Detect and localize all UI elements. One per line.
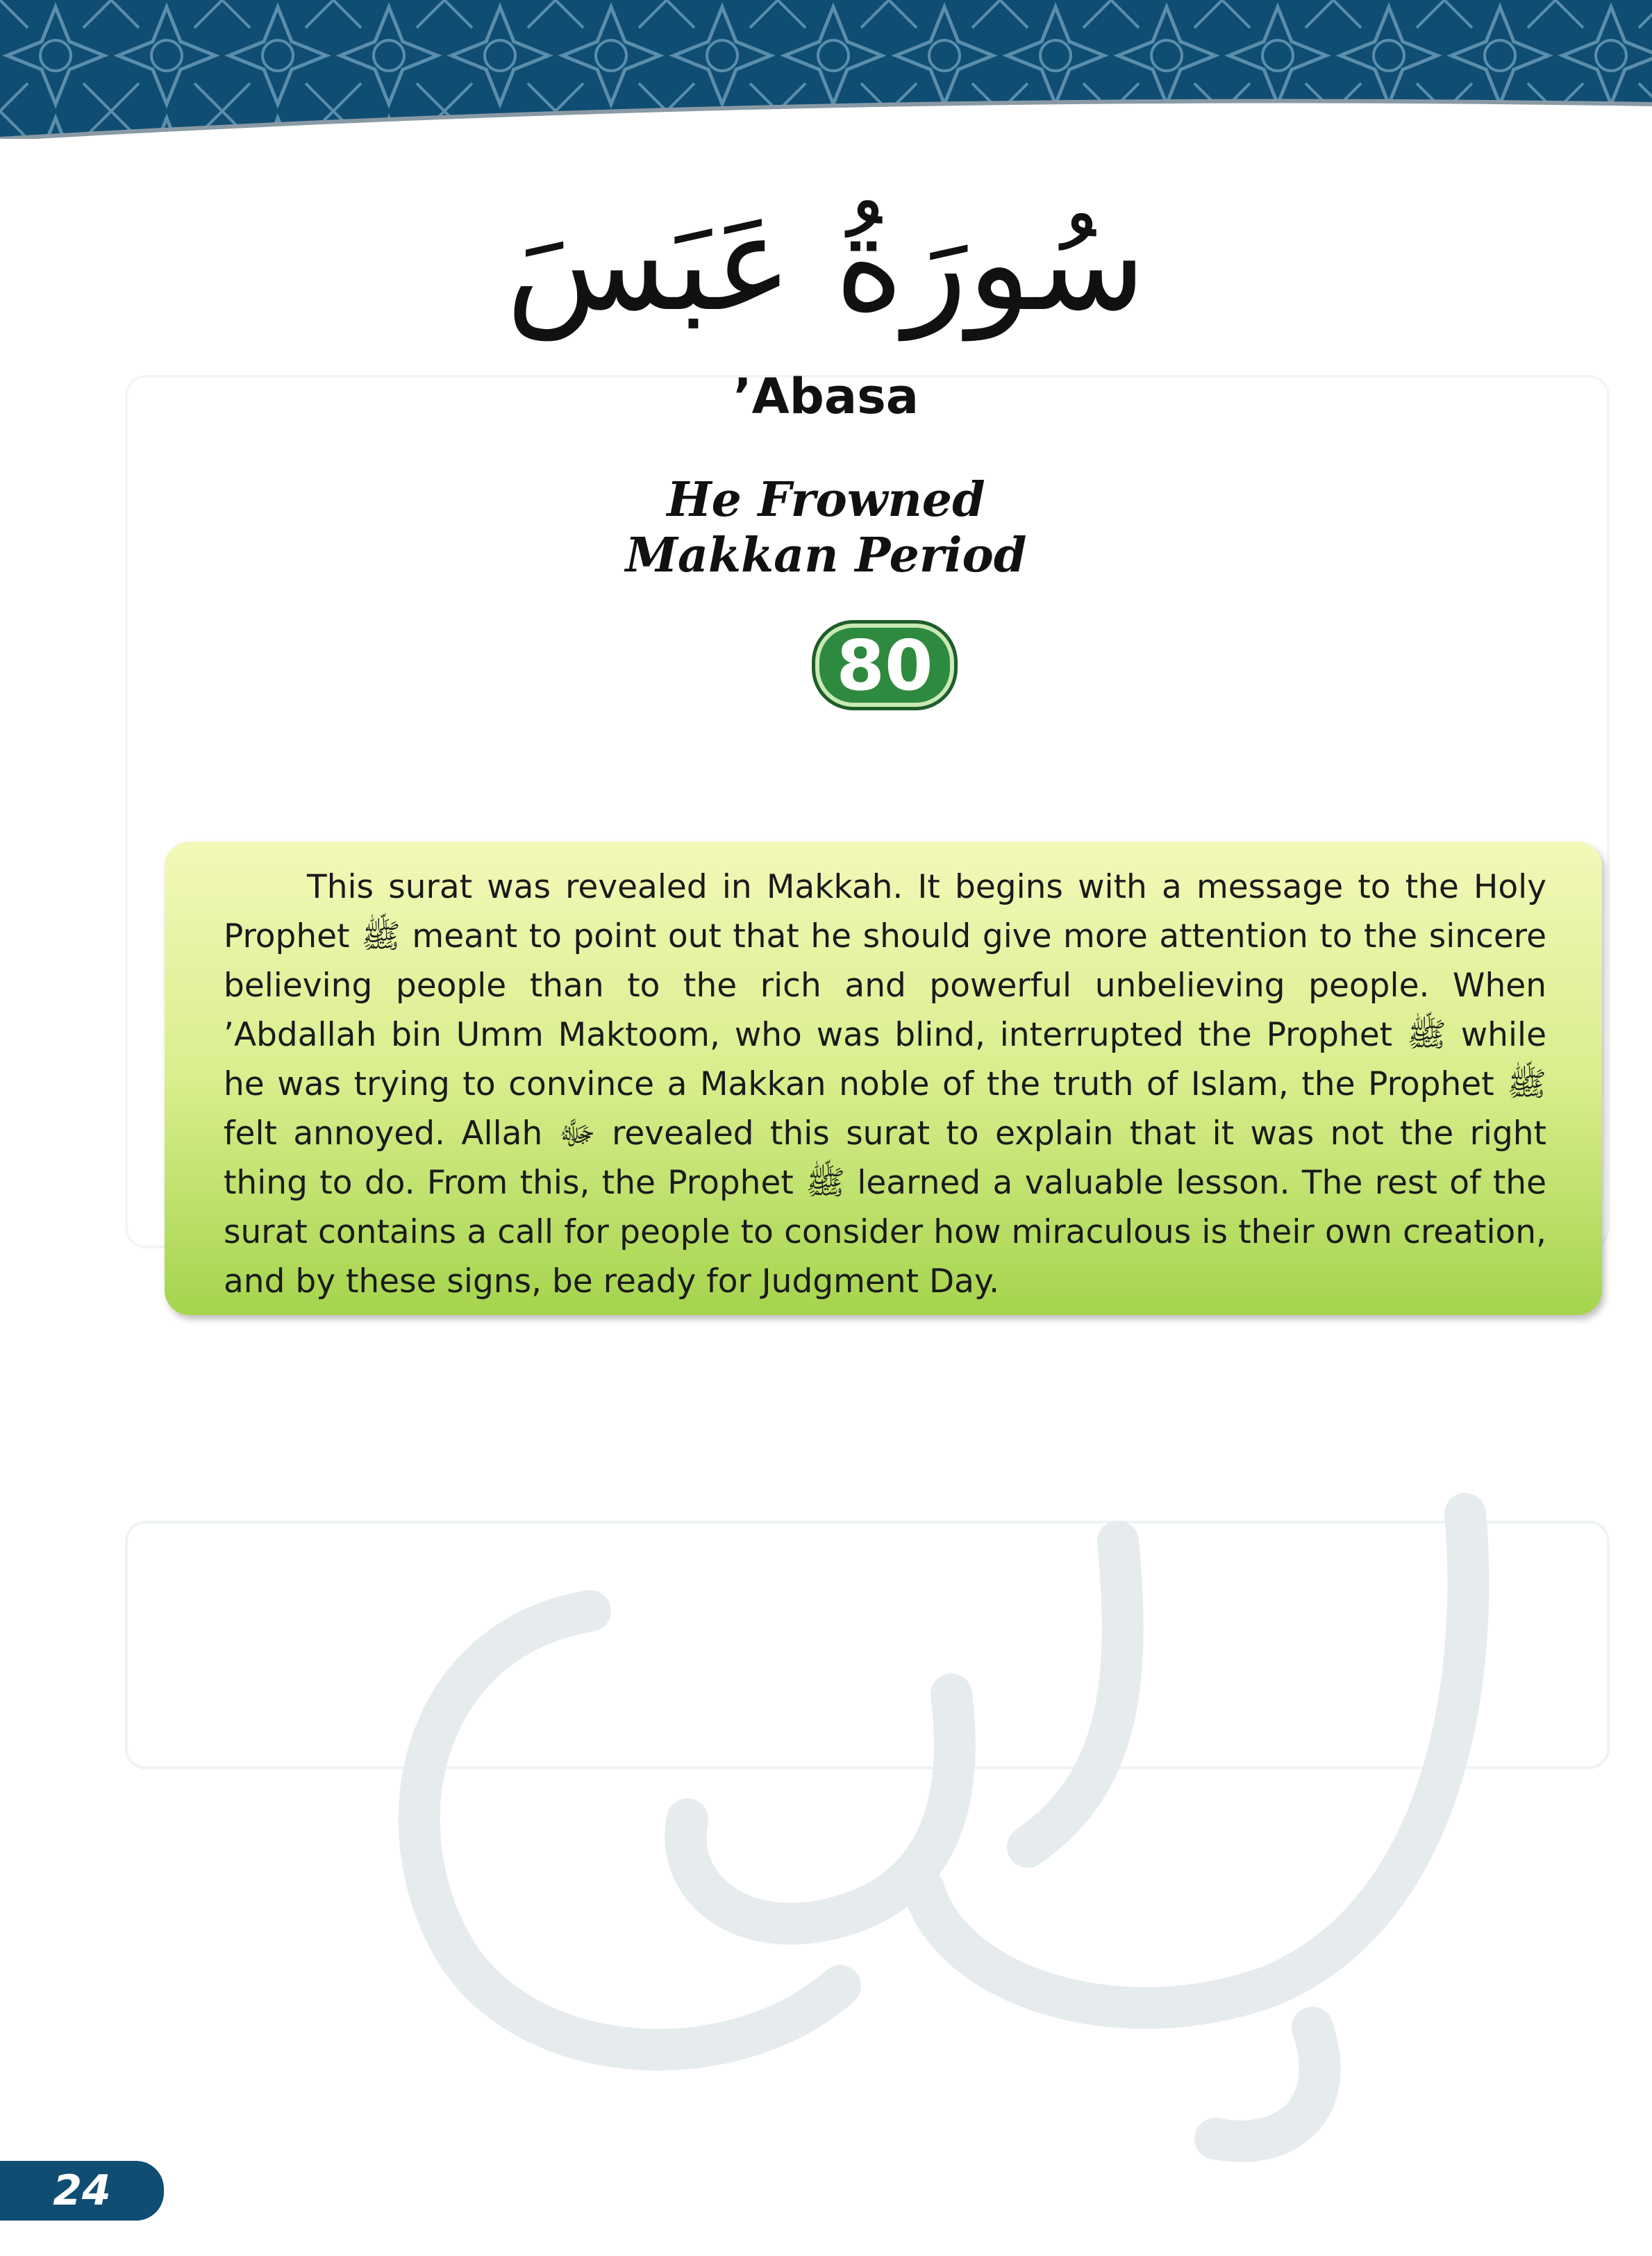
surah-title-english: ’Abasa [733, 368, 919, 425]
geometric-pattern-header [0, 0, 1652, 139]
surah-number-badge: 80 [812, 620, 958, 710]
intro-paragraph: This surat was revealed in Makkah. It begins with a message to the Holy Prophet ﷺ meant to point out that he should give more attention to the sincere believing people than to the rich and powerful unbelieving people. When ’Abdallah bin Umm Maktoom, who was blind, interrupted the Prophet ﷺ while he was trying to convince a Makkan noble of the truth of Islam, the Prophet ﷺ felt annoyed. Allah ﷻ revealed this surat to explain that it was not the right thing to do. From this, the Prophet ﷺ learned a valuable lesson. The rest of the surat contains a call for people to consider how miraculous is their own creation, and by these signs, be ready for Judgment Day. [224, 868, 1547, 1301]
surah-meaning: He Frowned [667, 472, 985, 528]
page-number: 24 [0, 2161, 164, 2221]
intro-box [165, 842, 1602, 1315]
revelation-period: Makkan Period [625, 528, 1027, 583]
calligraphy-watermark [299, 1458, 1521, 2208]
surah-title-arabic: سُورَةُ عَبَسَ [506, 187, 1146, 340]
